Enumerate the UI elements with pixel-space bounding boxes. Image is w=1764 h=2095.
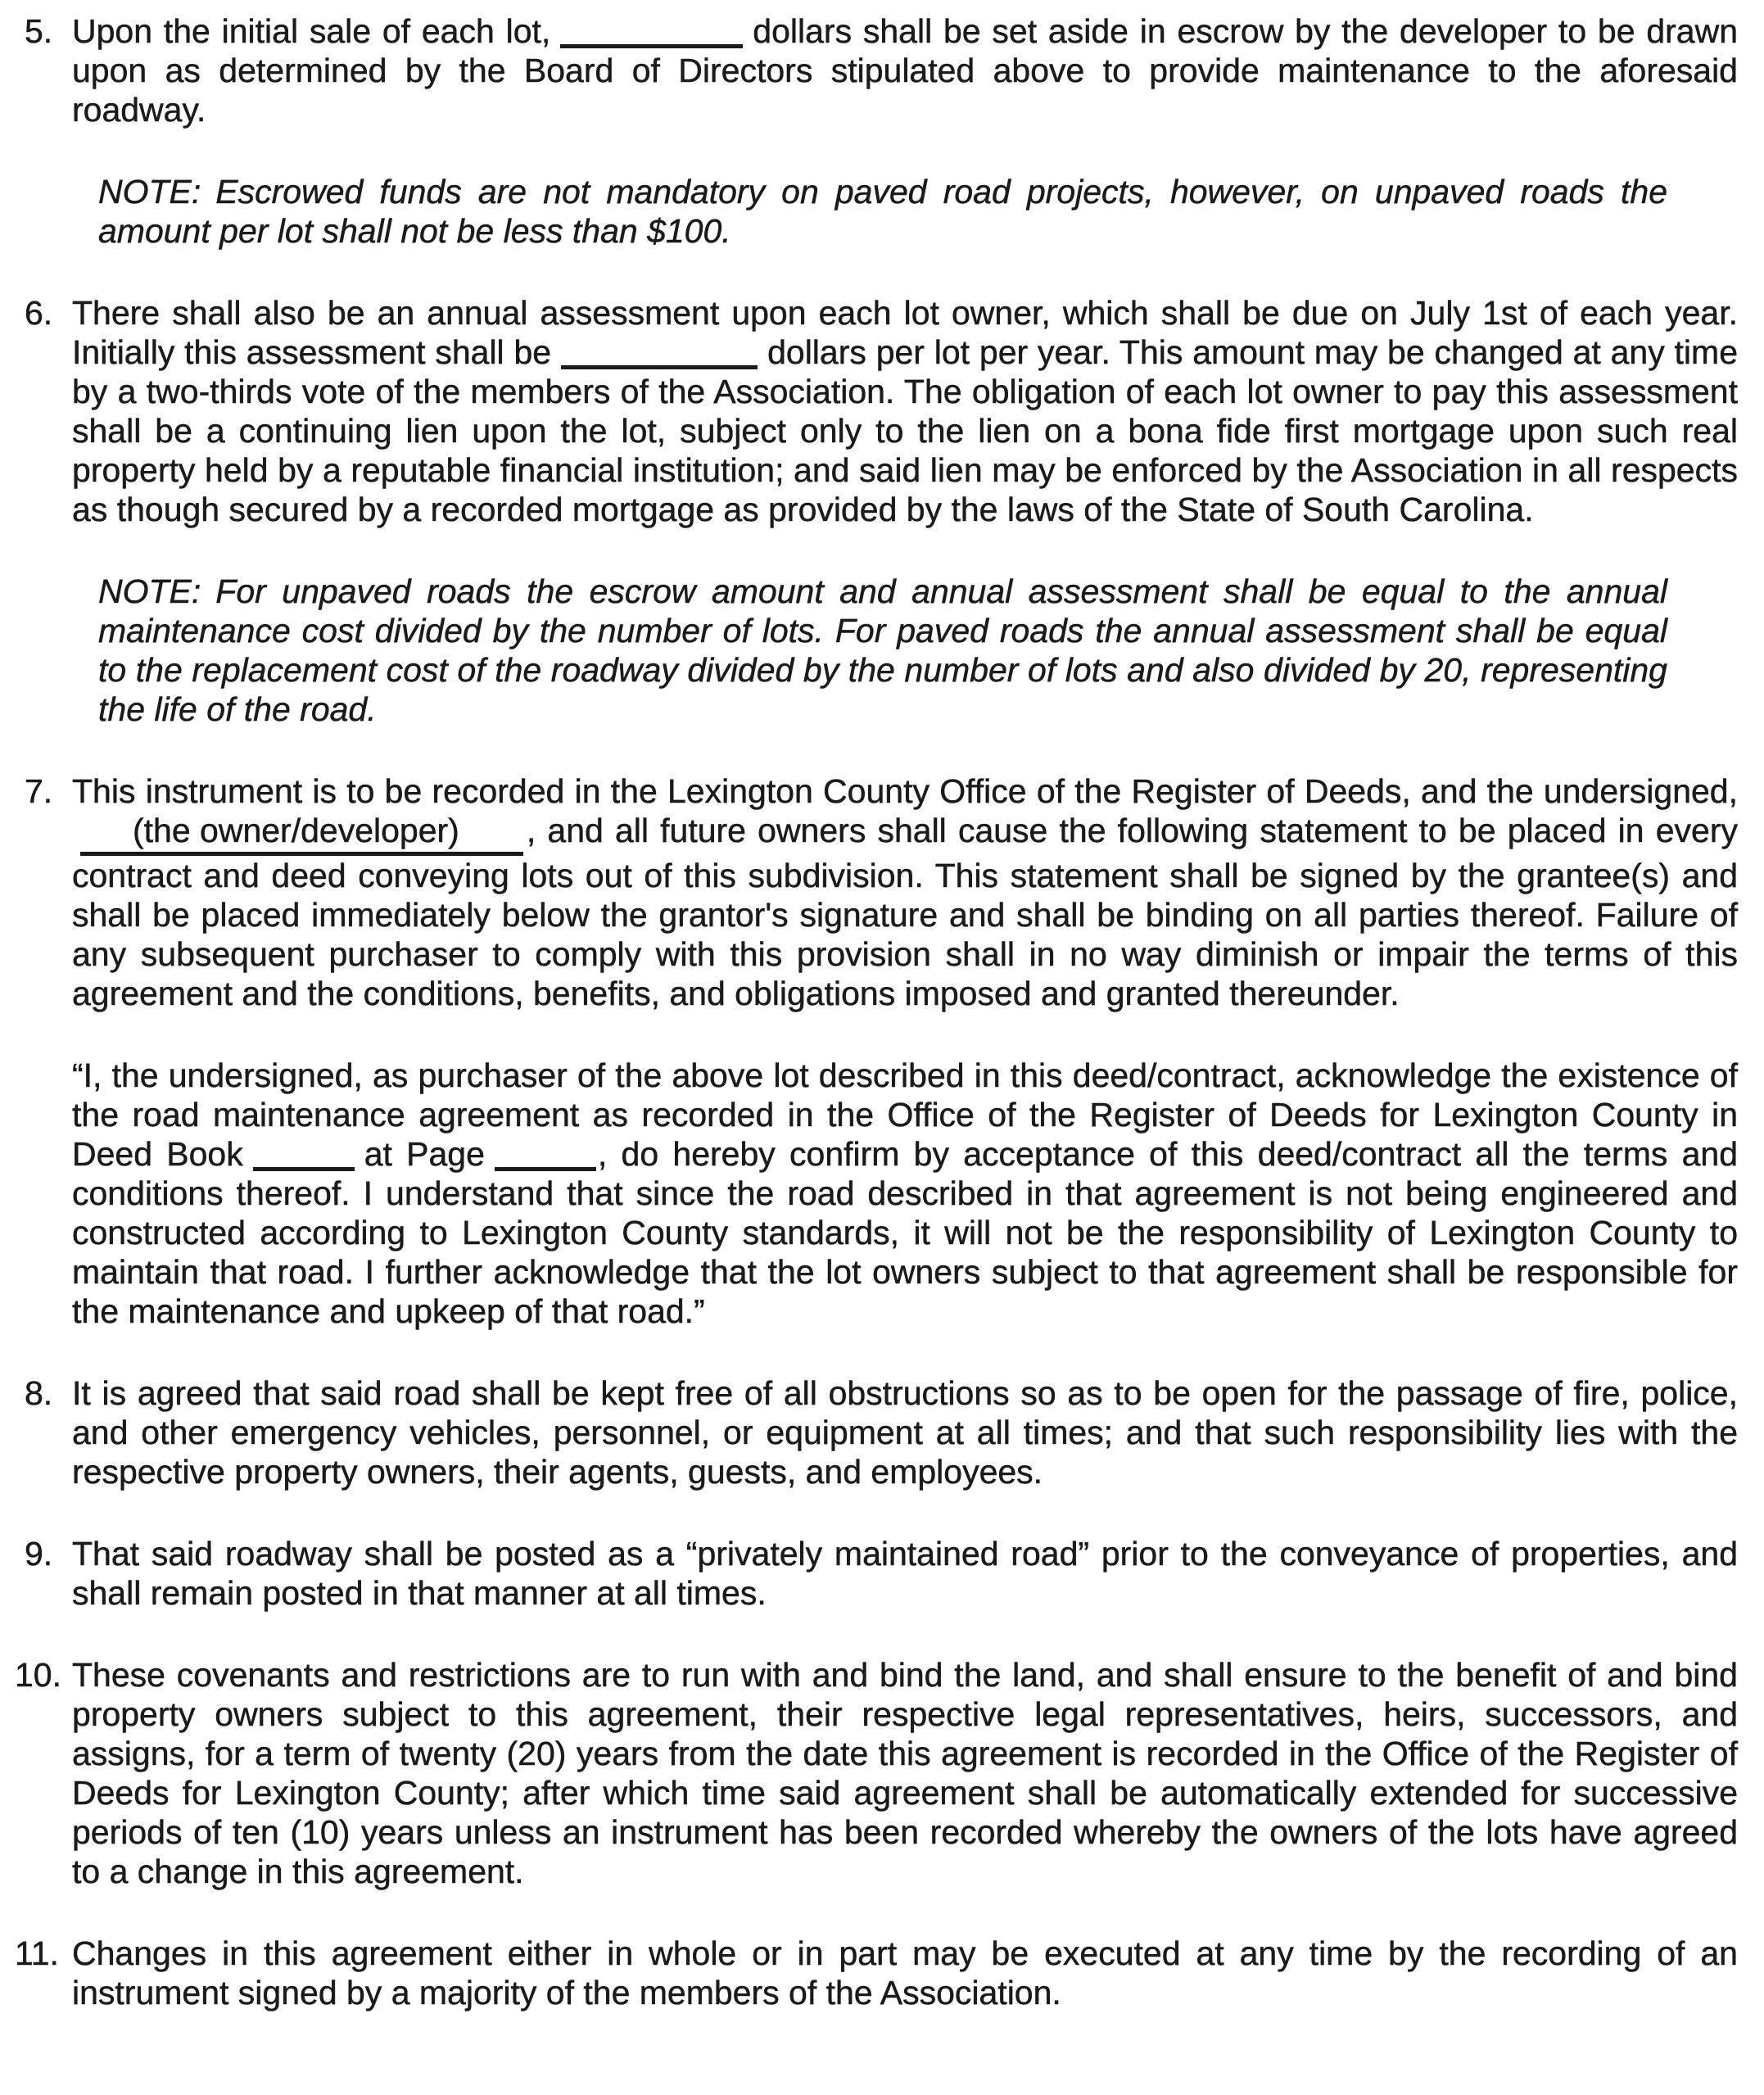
text-segment: “I, the undersigned, as purchaser of the above lot described in this deed/contract, acknowledge the existence of the road maintenance agreement as recorded in the Office of the Register of Deeds for Lexington County in Deed Book (72, 1057, 1738, 1173)
item-10-paragraph (72, 1655, 1738, 1891)
text-segment: These covenants and restrictions are to run with and bind the land, and shall ensure to the benefit of and bind property owners subject to this agreement, their respective legal representatives, heirs, successors, and assigns, for a term of twenty (20) years from the date this agreement is recorded in the Office of the Register of Deeds for Lexington County; after which time said agreement shall be automatically extended for successive periods of ten (10) years unless an instrument has been recorded whereby the owners of the lots have agreed to a change in this agreement. (72, 1656, 1738, 1890)
deed-statement-quote (0, 1056, 1764, 1331)
text-segment: , do hereby confirm by acceptance of this deed/contract all the terms and conditions thereof. I understand that since the road described in that agreement is not being engineered and constructed according to Lexington County standards, it will not be the responsibility of Lexington County to maintain that road. I further acknowledge that the lot owners subject to that agreement shall be responsible for the maintenance and upkeep of that road.” (72, 1135, 1738, 1330)
item-5-number: 5. (25, 12, 53, 50)
item-10-number: 10. (15, 1656, 61, 1694)
item-6 (0, 293, 1764, 529)
text-segment: It is agreed that said road shall be kept free of all obstructions so as to be open for the passage of fire, police, and other emergency vehicles, personnel, or equipment at all times; and that such responsibility lies with the respective property owners, their agents, guests, and employees. (72, 1374, 1738, 1491)
item-11 (0, 1934, 1764, 2012)
item-7-number: 7. (25, 772, 53, 810)
text-segment: This instrument is to be recorded in the Lexington County Office of the Register of Deeds, and the undersigned, (72, 772, 1738, 810)
assessment-amount-blank-field (561, 354, 758, 369)
text-segment: Escrowed funds are not mandatory on paved road projects, however, on unpaved roads the amount per lot shall not be less than $100. (98, 173, 1667, 250)
item-9-paragraph (72, 1534, 1738, 1613)
item-7-paragraph (72, 771, 1738, 1013)
item-9-number: 9. (25, 1535, 53, 1572)
item-9 (0, 1534, 1764, 1613)
note-1-paragraph (98, 172, 1667, 251)
item-5 (0, 11, 1764, 129)
owner-developer-blank-field: (the owner/developer) (80, 811, 523, 856)
escrow-amount-blank-field (560, 33, 743, 48)
text-segment: dollars per lot per year. This amount may be changed at any time by a two-thirds vote of the members of the Association. The obligation of each lot owner to pay this assessment shall be a continuing lien upon the lot, subject only to the lien on a bona fide first mortgage upon such real property held by a reputable financial institution; and said lien may be enforced by the Association in all respects as though secured by a recorded mortgage as provided by the laws of the State of South Carolina. (72, 333, 1738, 528)
item-10 (0, 1655, 1764, 1891)
note-1 (98, 172, 1667, 251)
deed-book-blank-field (253, 1156, 355, 1171)
text-segment: There shall also be an annual assessment upon each lot owner, which shall be due on July 1st of each year. Initially this assessment shall be (72, 294, 1738, 371)
item-6-number: 6. (25, 294, 53, 332)
item-8 (0, 1373, 1764, 1491)
text-segment: , and all future owners shall cause the following statement to be placed in every contract and deed conveying lots out of this subdivision. This statement shall be signed by the grantee(s) and shall be placed immediately below the grantor's signature and shall be binding on all parties thereof. Failure of any subsequent purchaser to comply with this provision shall in no way diminish or impair the terms of this agreement and the conditions, benefits, and obligations imposed and granted thereunder. (72, 812, 1738, 1012)
text-segment: Changes in this agreement either in whole or in part may be executed at any time by the recording of an instrument signed by a majority of the members of the Association. (72, 1934, 1738, 2011)
quote-paragraph (72, 1056, 1738, 1331)
text-segment: For unpaved roads the escrow amount and annual assessment shall be equal to the annual maintenance cost divided by the number of lots. For paved roads the annual assessment shall be equal to the replacement cost of the roadway divided by the number of lots and also divided by 20, representing the life of the road. (98, 572, 1667, 728)
item-6-paragraph (72, 293, 1738, 529)
note-label: NOTE: (98, 173, 201, 210)
text-segment: at Page (364, 1135, 485, 1173)
item-11-paragraph (72, 1934, 1738, 2012)
item-5-paragraph (72, 11, 1738, 129)
item-7 (0, 771, 1764, 1013)
note-2-paragraph (98, 572, 1667, 729)
item-8-paragraph (72, 1373, 1738, 1491)
page-number-blank-field (495, 1156, 596, 1171)
note-label: NOTE: (98, 572, 201, 610)
text-segment: Upon the initial sale of each lot, (72, 12, 551, 50)
text-segment: That said roadway shall be posted as a “privately maintained road” prior to the conveyance of properties, and shall remain posted in that manner at all times. (72, 1535, 1738, 1612)
item-8-number: 8. (25, 1374, 53, 1412)
note-2 (98, 572, 1667, 729)
text-segment: dollars shall be set aside in escrow by the developer to be drawn upon as determined by the Board of Directors stipulated above to provide maintenance to the aforesaid roadway. (72, 12, 1739, 129)
item-11-number: 11. (15, 1934, 59, 1972)
